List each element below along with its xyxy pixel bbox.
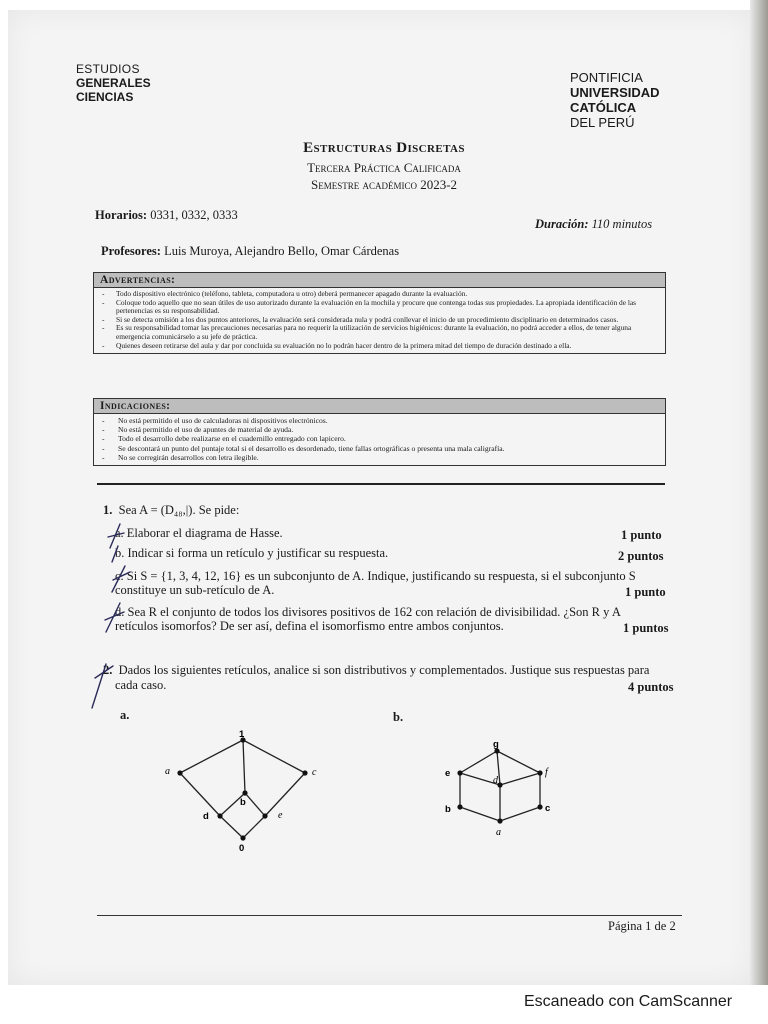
q1c-line2: constituye un sub-retículo de A.	[115, 583, 275, 597]
duracion-label: Duración:	[535, 217, 589, 231]
page-number: Página 1 de 2	[608, 919, 676, 933]
q2-line1-text: Dados los siguientes retículos, analice si son distributivos y complementados. Justique sus respuestas para	[118, 663, 650, 677]
node-label: d	[493, 775, 498, 786]
indications-title: Indicaciones:	[94, 399, 665, 414]
horarios-value: 0331, 0332, 0333	[147, 208, 238, 222]
node-label: a	[165, 766, 170, 777]
logo-right-line: UNIVERSIDAD	[570, 85, 660, 100]
logo-left-line: CIENCIAS	[76, 90, 134, 104]
q1d-line1: d. Sea R el conjunto de todos los divisores positivos de 162 con relación de divisibilidad. ¿Son R y A	[115, 605, 621, 619]
node-label: f	[545, 767, 548, 778]
q1a-points: 1 punto	[621, 528, 662, 542]
warning-item: - Es su responsabilidad tomar las precauciones necesarias para no requerir la utilización de servicios higiénicos: durante la evaluación, no podrá acceder a ellos, de tener alguna emergencia comunicárselo a su jefe de práctica.	[102, 324, 659, 341]
logo-right-line: DEL PERÚ	[570, 115, 635, 130]
indication-item: - No está permitido el uso de calculadoras ni dispositivos electrónicos.	[102, 416, 659, 425]
q2-points: 4 puntos	[628, 680, 674, 694]
warning-item: - Quienes deseen retirarse del aula y dar por concluida su evaluación no lo podrán hacer dentro de la primera mitad del tiempo de duración destinado a ella.	[102, 342, 659, 351]
indication-item: - Se descontará un punto del puntaje total si el desarrollo es desordenado, tiene fallas ortográficas o presenta una mala caligrafía.	[102, 444, 659, 453]
indication-item: - No está permitido el uso de apuntes de material de ayuda.	[102, 425, 659, 434]
profesores-value: Luis Muroya, Alejandro Bello, Omar Cárdenas	[160, 244, 400, 258]
node-label: b	[240, 797, 246, 808]
q1c-points: 1 punto	[625, 585, 666, 599]
q2-label-a: a.	[120, 708, 130, 722]
logo-right-line: PONTIFICIA	[570, 70, 643, 85]
q1c-line1: c. Si S = {1, 3, 4, 12, 16} es un subconjunto de A. Indique, justificando su respuesta, si el subconjunto S	[115, 569, 636, 583]
q1-intro-text: Sea A = (D₄₈,|). Se pide:	[118, 503, 240, 517]
profesores-label: Profesores:	[101, 244, 161, 258]
node-label: c	[312, 767, 317, 778]
node-label: g	[493, 739, 499, 750]
node-label: d	[203, 811, 209, 822]
logo-left-line: GENERALES	[76, 76, 151, 90]
q1-number: 1.	[103, 503, 113, 517]
node-label: e	[278, 810, 283, 821]
q2-number: 2.	[103, 663, 113, 677]
q2-label-b: b.	[393, 710, 404, 724]
logo-left-line: ESTUDIOS	[76, 62, 140, 76]
camscanner-watermark: Escaneado con CamScanner	[524, 993, 733, 1010]
node-label: a	[496, 827, 501, 838]
duracion-value: 110 minutos	[588, 217, 653, 231]
exam-title: Estructuras Discretas	[303, 140, 465, 156]
exam-subtitle: Tercera Práctica Calificada	[307, 160, 461, 175]
q2-line2: cada caso.	[115, 678, 167, 692]
exam-semester: Semestre académico 2023-2	[310, 177, 458, 192]
logo-right-line: CATÓLICA	[570, 100, 637, 115]
node-label: e	[445, 768, 451, 779]
indication-item: - Todo el desarrollo debe realizarse en el cuadernillo entregado con lapicero.	[102, 434, 659, 443]
horarios-label: Horarios:	[95, 208, 148, 222]
q1a-text: a. Elaborar el diagrama de Hasse.	[115, 526, 283, 540]
footer-divider	[97, 915, 682, 916]
indication-item: - No se corregirán desarrollos con letra ilegible.	[102, 453, 659, 462]
q1d-line2: retículos isomorfos? De ser así, defina el isomorfismo entre ambos conjuntos.	[115, 619, 504, 633]
warning-item: - Si se detecta omisión a los dos puntos anteriores, la evaluación será considerada nula y podrá conllevar el inicio de un procedimiento disciplinario en determinados casos.	[102, 316, 659, 325]
node-label: b	[445, 804, 451, 815]
warning-item: - Todo dispositivo electrónico (teléfono, tableta, computadora u otro) deberá permanecer apagado durante la evaluación.	[102, 290, 659, 299]
warning-item: - Coloque todo aquello que no sean útiles de uso autorizado durante la evaluación en la mochila y procure que contenga todas sus propiedades. La apropiada identificación de las pertenencias es su responsabilidad.	[102, 299, 659, 316]
node-label: 1	[239, 729, 245, 740]
node-label: c	[545, 803, 551, 814]
node-label: 0	[239, 843, 245, 854]
q1b-text: b. Indicar si forma un retículo y justificar su respuesta.	[115, 546, 389, 560]
q1b-points: 2 puntos	[618, 549, 664, 563]
q1d-points: 1 puntos	[623, 621, 669, 635]
warnings-title: Advertencias:	[94, 273, 665, 288]
